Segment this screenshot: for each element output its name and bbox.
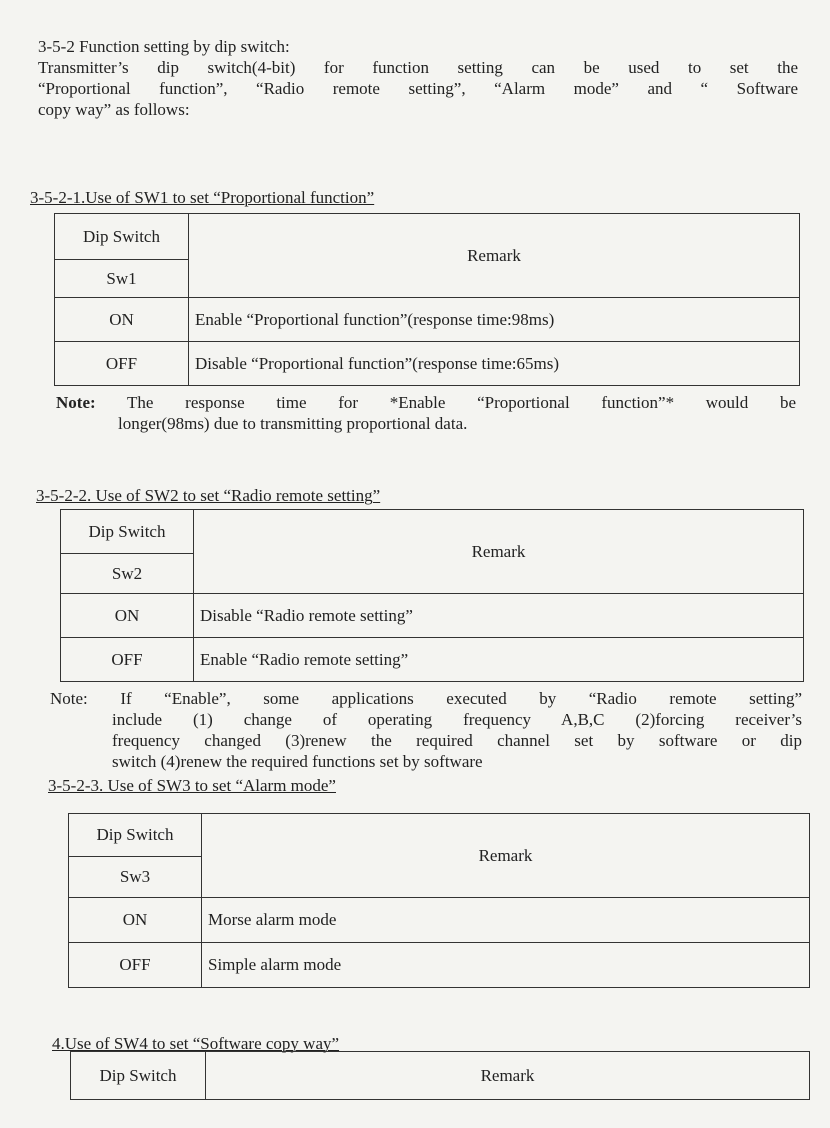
table-sw2: [60, 509, 804, 682]
table-row: [69, 898, 810, 943]
note-text: frequency changed (3)renew the required channel set by software or dip: [112, 731, 802, 750]
remark-cell: Enable “Proportional function”(response time:98ms): [189, 298, 800, 342]
remark-cell: Disable “Proportional function”(response time:65ms): [189, 342, 800, 386]
state-cell: ON: [69, 898, 202, 943]
remark-cell: Enable “Radio remote setting”: [194, 638, 804, 682]
intro-paragraph: [38, 36, 798, 120]
note-label: Note:: [56, 393, 96, 412]
table-sw4: [70, 1051, 810, 1100]
note-label: Note:: [50, 689, 88, 708]
note-text: include (1) change of operating frequency A,B,C (2)forcing receiver’s: [112, 710, 802, 729]
header-remark: Remark: [189, 214, 800, 298]
header-dip-switch: Dip Switch: [71, 1052, 206, 1100]
remark-cell: Simple alarm mode: [202, 943, 810, 988]
header-remark: Remark: [202, 814, 810, 898]
intro-line: Transmitter’s dip switch(4-bit) for function setting can be used to set the: [38, 58, 798, 77]
note-text: switch (4)renew the required functions set by software: [112, 752, 483, 771]
header-dip-switch: Dip Switch: [69, 814, 202, 857]
intro-line: copy way” as follows:: [38, 100, 190, 119]
table-row: [55, 298, 800, 342]
note-text: The response time for *Enable “Proportional function”* would be: [127, 393, 796, 412]
header-dip-switch: Dip Switch: [55, 214, 189, 260]
header-switch-id: Sw3: [69, 857, 202, 898]
table-row: [69, 943, 810, 988]
table-row: [61, 638, 804, 682]
state-cell: ON: [55, 298, 189, 342]
state-cell: OFF: [69, 943, 202, 988]
table-row: [55, 342, 800, 386]
section-title-sw4: 4.Use of SW4 to set “Software copy way”: [52, 1034, 340, 1053]
table-sw1: [54, 213, 800, 386]
state-cell: OFF: [61, 638, 194, 682]
intro-heading: 3-5-2 Function setting by dip switch:: [38, 37, 290, 56]
table-sw3: [68, 813, 810, 988]
note-text: If “Enable”, some applications executed by “Radio remote setting”: [120, 689, 803, 708]
section-title-sw2: 3-5-2-2. Use of SW2 to set “Radio remote setting”: [36, 486, 381, 505]
note-sw2: [50, 688, 802, 772]
note-sw1: [56, 392, 796, 434]
header-remark: Remark: [206, 1052, 810, 1100]
note-text: longer(98ms) due to transmitting proportional data.: [118, 414, 468, 433]
section-title-sw3: 3-5-2-3. Use of SW3 to set “Alarm mode”: [48, 776, 336, 795]
remark-cell: Morse alarm mode: [202, 898, 810, 943]
header-dip-switch: Dip Switch: [61, 510, 194, 554]
intro-line: “Proportional function”, “Radio remote setting”, “Alarm mode” and “ Software: [38, 79, 798, 98]
remark-cell: Disable “Radio remote setting”: [194, 594, 804, 638]
header-switch-id: Sw2: [61, 554, 194, 594]
header-remark: Remark: [194, 510, 804, 594]
state-cell: OFF: [55, 342, 189, 386]
section-title-sw1: 3-5-2-1.Use of SW1 to set “Proportional function”: [30, 188, 375, 207]
header-switch-id: Sw1: [55, 260, 189, 298]
table-row: [61, 594, 804, 638]
state-cell: ON: [61, 594, 194, 638]
